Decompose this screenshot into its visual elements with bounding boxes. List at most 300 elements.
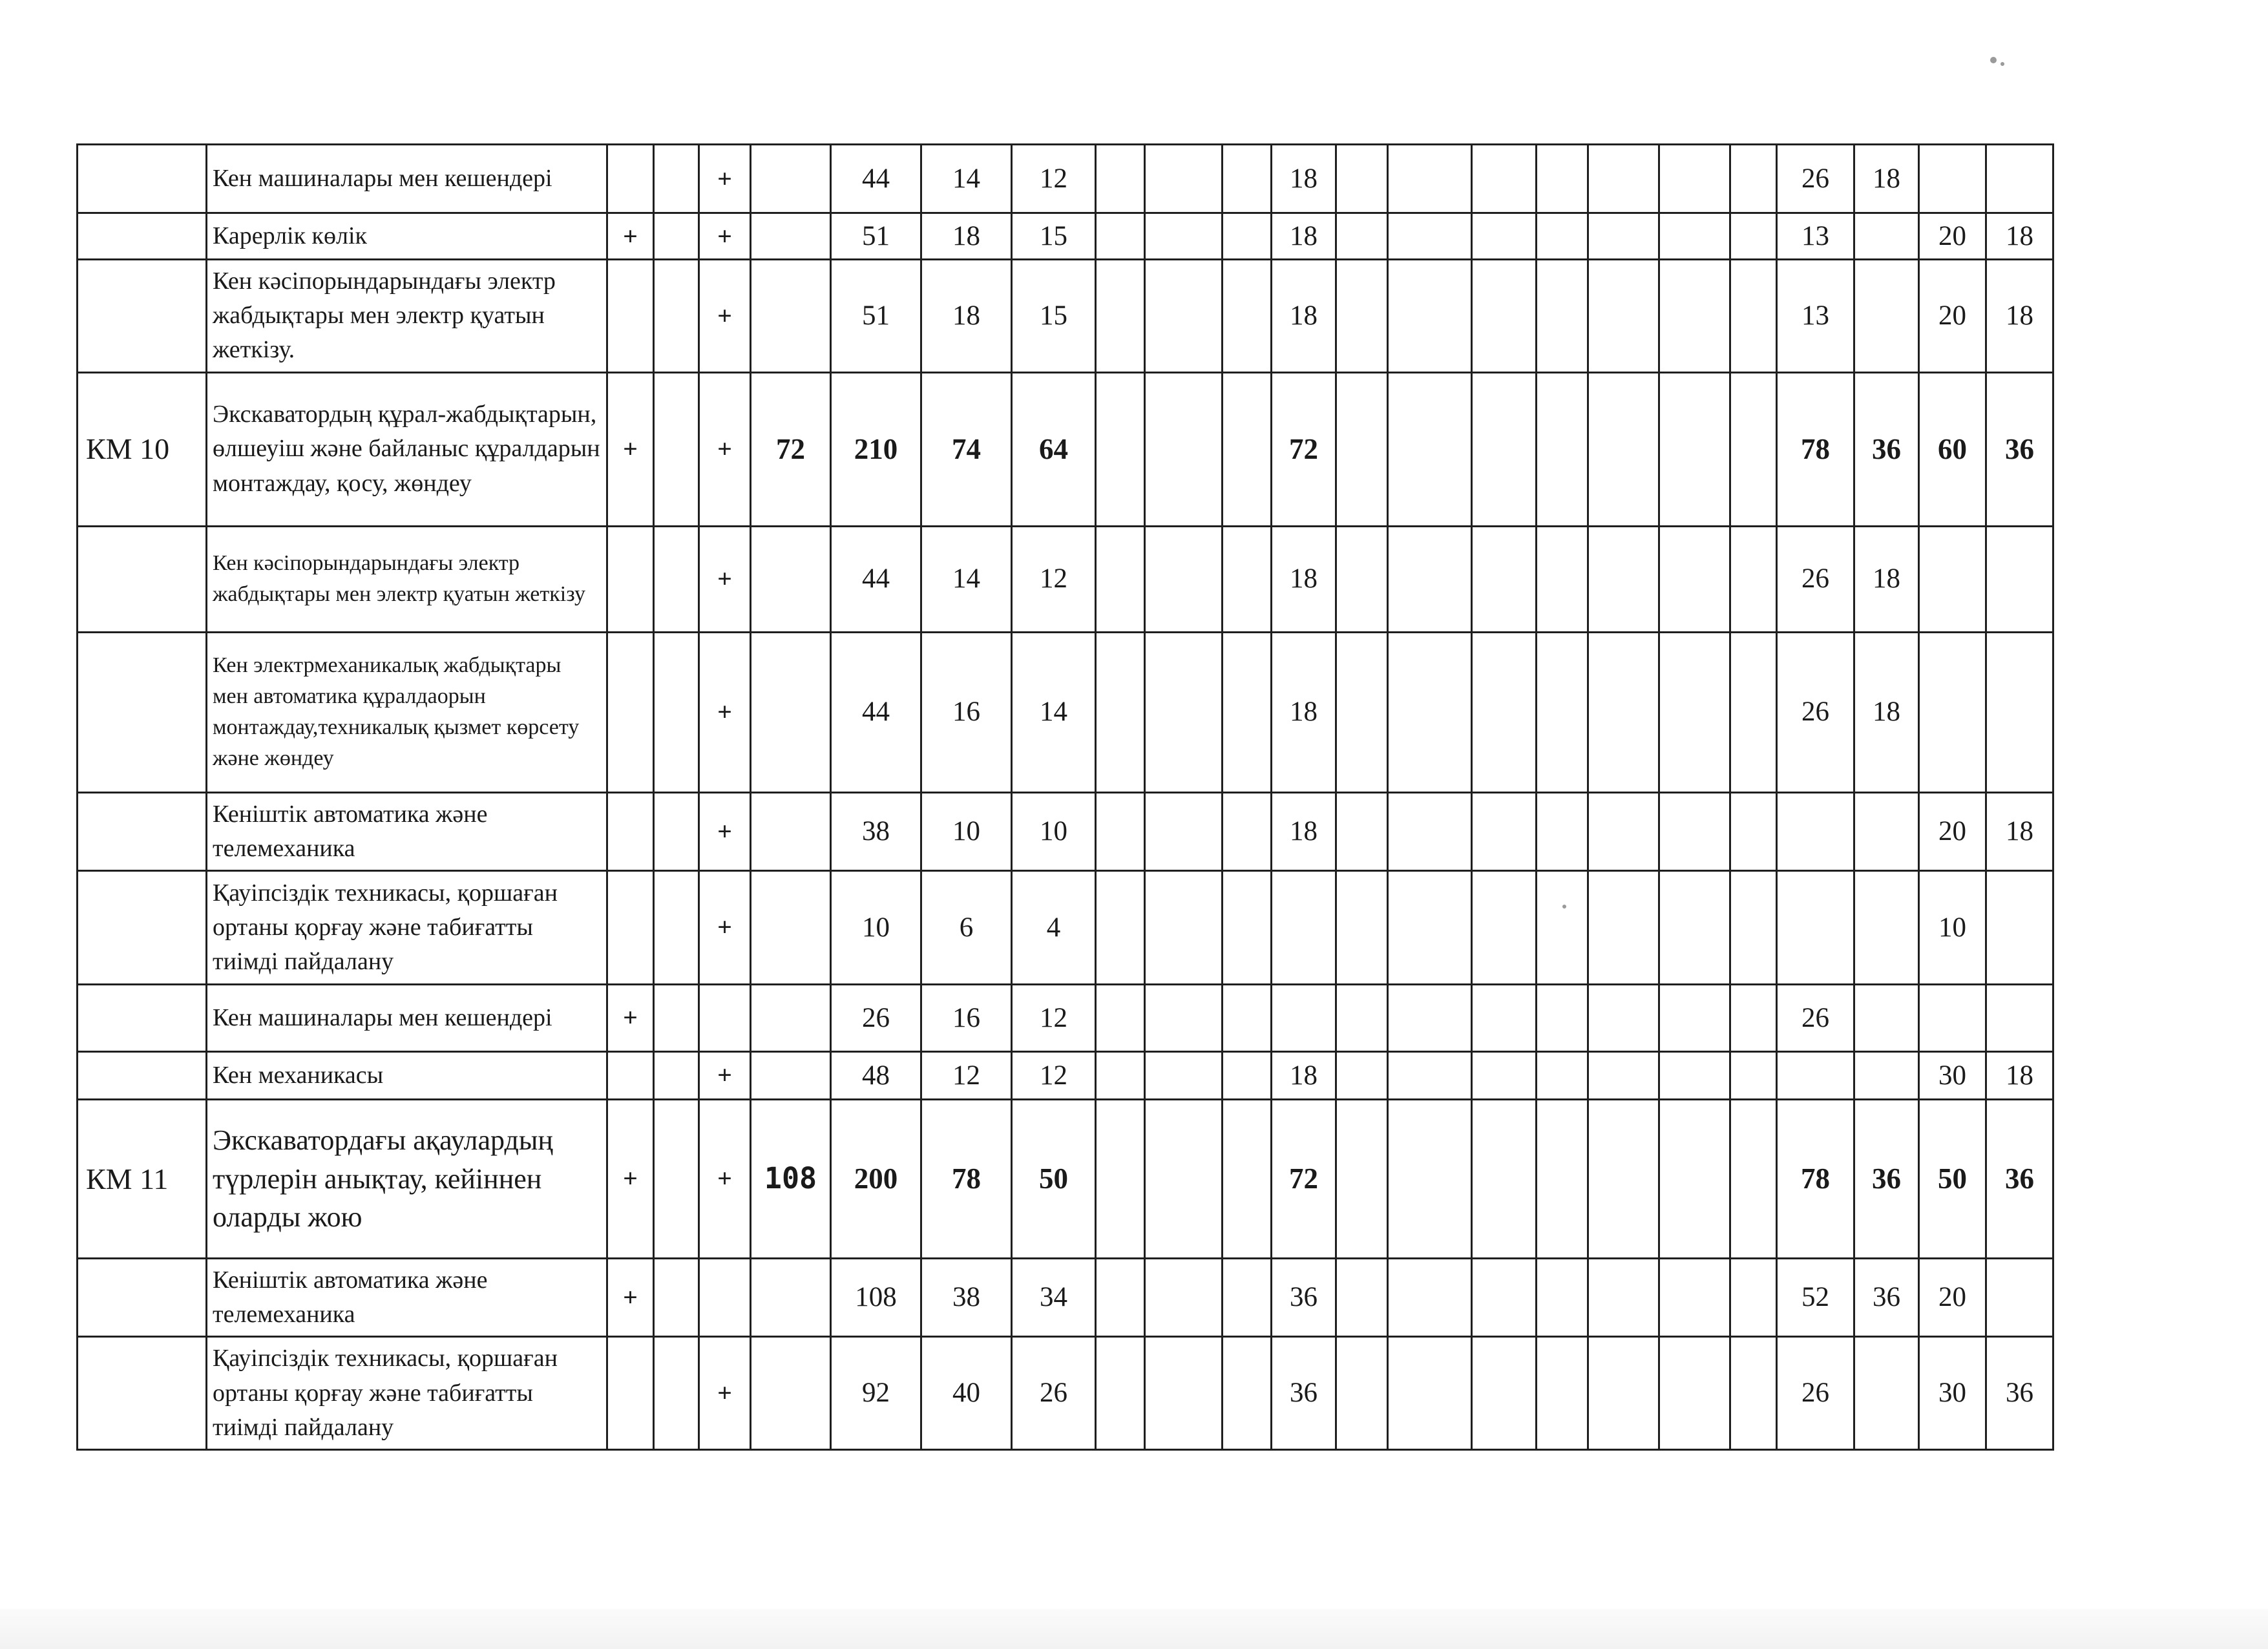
empty-cell — [1730, 260, 1777, 373]
semester-hours-cell: 36 — [1986, 372, 2053, 526]
empty-cell — [654, 1051, 699, 1099]
credit-mark-cell: + — [699, 260, 751, 373]
module-code-cell — [78, 213, 207, 260]
empty-cell — [1336, 1051, 1388, 1099]
module-code-cell — [78, 984, 207, 1051]
empty-cell — [1096, 145, 1145, 213]
semester-hours-cell: 78 — [1777, 372, 1854, 526]
empty-cell — [654, 632, 699, 792]
theory-hours-cell: 18 — [921, 260, 1012, 373]
semester-hours-cell: 50 — [1919, 1099, 1986, 1258]
empty-cell — [1588, 1258, 1659, 1336]
theory-hours-cell: 78 — [921, 1099, 1012, 1258]
total-hours-cell: 48 — [831, 1051, 921, 1099]
exam-mark-cell: + — [607, 1099, 654, 1258]
total-hours-cell: 44 — [831, 145, 921, 213]
practice-hours-cell: 18 — [1272, 792, 1336, 870]
lab-hours-cell: 12 — [1012, 984, 1096, 1051]
discipline-name-cell: Кен машиналары мен кешендері — [207, 984, 607, 1051]
credit-mark-cell: + — [699, 1337, 751, 1450]
empty-cell — [1145, 260, 1223, 373]
empty-cell — [654, 1099, 699, 1258]
theory-hours-cell: 12 — [921, 1051, 1012, 1099]
total-hours-cell: 51 — [831, 213, 921, 260]
empty-cell — [1336, 792, 1388, 870]
semester-hours-cell: 20 — [1919, 792, 1986, 870]
empty-cell — [1223, 372, 1272, 526]
semester-hours-cell: 20 — [1919, 1258, 1986, 1336]
credit-mark-cell: + — [699, 213, 751, 260]
empty-cell — [1145, 632, 1223, 792]
credit-mark-cell — [699, 984, 751, 1051]
empty-cell — [1588, 1337, 1659, 1450]
empty-cell — [1730, 145, 1777, 213]
empty-cell — [654, 792, 699, 870]
module-code-cell — [78, 792, 207, 870]
credit-mark-cell: + — [699, 145, 751, 213]
empty-cell — [1730, 1099, 1777, 1258]
empty-cell — [1659, 213, 1730, 260]
semester-hours-cell — [1919, 526, 1986, 632]
exam-mark-cell: + — [607, 213, 654, 260]
semester-hours-cell — [1777, 870, 1854, 984]
empty-cell — [1145, 984, 1223, 1051]
total-hours-cell: 108 — [831, 1258, 921, 1336]
module-code-cell — [78, 145, 207, 213]
semester-hours-cell — [1986, 870, 2053, 984]
module-code-cell — [78, 1258, 207, 1336]
empty-cell — [1537, 1051, 1588, 1099]
empty-cell — [1388, 526, 1472, 632]
lab-hours-cell: 50 — [1012, 1099, 1096, 1258]
empty-cell — [654, 526, 699, 632]
semester-hours-cell — [1919, 632, 1986, 792]
empty-cell — [1388, 260, 1472, 373]
module-hours-cell — [751, 632, 831, 792]
table-row — [78, 870, 2053, 984]
empty-cell — [1223, 213, 1272, 260]
total-hours-cell: 210 — [831, 372, 921, 526]
module-hours-cell — [751, 984, 831, 1051]
module-hours-cell: 72 — [751, 372, 831, 526]
empty-cell — [1730, 526, 1777, 632]
theory-hours-cell: 6 — [921, 870, 1012, 984]
table-row — [78, 1258, 2053, 1336]
exam-mark-cell — [607, 632, 654, 792]
practice-hours-cell: 36 — [1272, 1258, 1336, 1336]
semester-hours-cell — [1919, 984, 1986, 1051]
empty-cell — [1096, 213, 1145, 260]
table-row — [78, 1051, 2053, 1099]
theory-hours-cell: 74 — [921, 372, 1012, 526]
module-hours-cell — [751, 213, 831, 260]
lab-hours-cell: 12 — [1012, 1051, 1096, 1099]
theory-hours-cell: 10 — [921, 792, 1012, 870]
exam-mark-cell — [607, 792, 654, 870]
empty-cell — [1588, 372, 1659, 526]
table-row — [78, 984, 2053, 1051]
empty-cell — [1336, 213, 1388, 260]
theory-hours-cell: 18 — [921, 213, 1012, 260]
empty-cell — [1388, 632, 1472, 792]
semester-hours-cell — [1854, 260, 1919, 373]
lab-hours-cell: 14 — [1012, 632, 1096, 792]
practice-hours-cell: 36 — [1272, 1337, 1336, 1450]
discipline-name-cell: Кен кәсіпорындарындағы электр жабдықтары мен электр қуатын жеткізу. — [207, 260, 607, 373]
empty-cell — [1588, 260, 1659, 373]
empty-cell — [1388, 792, 1472, 870]
empty-cell — [1588, 792, 1659, 870]
credit-mark-cell: + — [699, 372, 751, 526]
empty-cell — [1659, 792, 1730, 870]
module-hours-cell — [751, 1258, 831, 1336]
total-hours-cell: 44 — [831, 632, 921, 792]
empty-cell — [1145, 1099, 1223, 1258]
semester-hours-cell — [1854, 984, 1919, 1051]
credit-mark-cell: + — [699, 526, 751, 632]
empty-cell — [1145, 1337, 1223, 1450]
semester-hours-cell: 18 — [1854, 526, 1919, 632]
credit-mark-cell: + — [699, 632, 751, 792]
empty-cell — [1730, 792, 1777, 870]
lab-hours-cell: 12 — [1012, 145, 1096, 213]
empty-cell — [1223, 792, 1272, 870]
semester-hours-cell: 13 — [1777, 260, 1854, 373]
empty-cell — [1537, 372, 1588, 526]
empty-cell — [1096, 1099, 1145, 1258]
empty-cell — [1388, 1337, 1472, 1450]
empty-cell — [1145, 145, 1223, 213]
empty-cell — [1472, 1099, 1537, 1258]
empty-cell — [1659, 526, 1730, 632]
semester-hours-cell: 13 — [1777, 213, 1854, 260]
empty-cell — [1588, 632, 1659, 792]
empty-cell — [1588, 984, 1659, 1051]
discipline-name-cell: Экскаватордағы ақаулардың түрлерін анықтау, кейіннен оларды жою — [207, 1099, 607, 1258]
empty-cell — [1096, 792, 1145, 870]
semester-hours-cell: 36 — [1986, 1099, 2053, 1258]
lab-hours-cell: 26 — [1012, 1337, 1096, 1450]
empty-cell — [654, 984, 699, 1051]
semester-hours-cell: 36 — [1986, 1337, 2053, 1450]
empty-cell — [1472, 260, 1537, 373]
discipline-name-cell: Қауіпсіздік техникасы, қоршаған ортаны қорғау және табиғатты тиімді пайдалану — [207, 870, 607, 984]
module-code-cell — [78, 1051, 207, 1099]
total-hours-cell: 44 — [831, 526, 921, 632]
exam-mark-cell — [607, 145, 654, 213]
credit-mark-cell: + — [699, 870, 751, 984]
empty-cell — [1537, 145, 1588, 213]
total-hours-cell: 26 — [831, 984, 921, 1051]
empty-cell — [1096, 260, 1145, 373]
table-row — [78, 1099, 2053, 1258]
credit-mark-cell: + — [699, 1099, 751, 1258]
empty-cell — [1730, 984, 1777, 1051]
empty-cell — [1223, 260, 1272, 373]
empty-cell — [1537, 792, 1588, 870]
lab-hours-cell: 12 — [1012, 526, 1096, 632]
empty-cell — [1145, 1051, 1223, 1099]
theory-hours-cell: 16 — [921, 984, 1012, 1051]
discipline-name-cell: Кен механикасы — [207, 1051, 607, 1099]
discipline-name-cell: Кен электрмеханикалық жабдықтары мен автоматика құралдаорын монтаждау,техникалық қызмет көрсету және жөндеу — [207, 632, 607, 792]
empty-cell — [1730, 1337, 1777, 1450]
empty-cell — [1472, 372, 1537, 526]
empty-cell — [654, 213, 699, 260]
practice-hours-cell: 72 — [1272, 1099, 1336, 1258]
discipline-name-cell: Кеніштік автоматика және телемеханика — [207, 792, 607, 870]
module-hours-cell — [751, 1051, 831, 1099]
semester-hours-cell — [1854, 213, 1919, 260]
semester-hours-cell: 26 — [1777, 984, 1854, 1051]
empty-cell — [1145, 870, 1223, 984]
empty-cell — [1588, 213, 1659, 260]
semester-hours-cell: 10 — [1919, 870, 1986, 984]
table-row — [78, 632, 2053, 792]
module-code-cell — [78, 632, 207, 792]
empty-cell — [1537, 984, 1588, 1051]
empty-cell — [654, 372, 699, 526]
total-hours-cell: 38 — [831, 792, 921, 870]
discipline-name-cell: Экскаватордың құрал-жабдықтарын, өлшеуіш және байланыс құралдарын монтаждау, қосу, жөндеу — [207, 372, 607, 526]
empty-cell — [1588, 526, 1659, 632]
table-row — [78, 792, 2053, 870]
semester-hours-cell: 26 — [1777, 526, 1854, 632]
module-hours-cell — [751, 870, 831, 984]
credit-mark-cell — [699, 1258, 751, 1336]
discipline-name-cell: Карерлік көлік — [207, 213, 607, 260]
empty-cell — [1388, 984, 1472, 1051]
practice-hours-cell: 18 — [1272, 632, 1336, 792]
discipline-name-cell: Кен кәсіпорындарындағы электр жабдықтары мен электр қуатын жеткізу — [207, 526, 607, 632]
empty-cell — [1537, 870, 1588, 984]
module-code-cell: КМ 11 — [78, 1099, 207, 1258]
empty-cell — [1588, 145, 1659, 213]
empty-cell — [1336, 984, 1388, 1051]
semester-hours-cell: 18 — [1854, 632, 1919, 792]
empty-cell — [1730, 1258, 1777, 1336]
empty-cell — [1336, 870, 1388, 984]
semester-hours-cell — [1986, 632, 2053, 792]
practice-hours-cell: 72 — [1272, 372, 1336, 526]
empty-cell — [1537, 213, 1588, 260]
empty-cell — [1472, 526, 1537, 632]
semester-hours-cell — [1777, 1051, 1854, 1099]
empty-cell — [1096, 1258, 1145, 1336]
empty-cell — [1388, 1051, 1472, 1099]
empty-cell — [1336, 1099, 1388, 1258]
empty-cell — [1223, 526, 1272, 632]
semester-hours-cell: 30 — [1919, 1337, 1986, 1450]
empty-cell — [1659, 984, 1730, 1051]
empty-cell — [1472, 792, 1537, 870]
module-hours-cell — [751, 526, 831, 632]
semester-hours-cell: 36 — [1854, 372, 1919, 526]
empty-cell — [654, 1258, 699, 1336]
total-hours-cell: 92 — [831, 1337, 921, 1450]
empty-cell — [1588, 1051, 1659, 1099]
empty-cell — [1659, 1051, 1730, 1099]
empty-cell — [1388, 1258, 1472, 1336]
empty-cell — [1537, 1337, 1588, 1450]
theory-hours-cell: 14 — [921, 145, 1012, 213]
empty-cell — [1388, 145, 1472, 213]
lab-hours-cell: 34 — [1012, 1258, 1096, 1336]
table-row — [78, 372, 2053, 526]
empty-cell — [1388, 213, 1472, 260]
empty-cell — [1223, 632, 1272, 792]
lab-hours-cell: 10 — [1012, 792, 1096, 870]
empty-cell — [1537, 260, 1588, 373]
semester-hours-cell: 18 — [1854, 145, 1919, 213]
discipline-name-cell: Кен машиналары мен кешендері — [207, 145, 607, 213]
empty-cell — [1336, 526, 1388, 632]
empty-cell — [1223, 145, 1272, 213]
empty-cell — [1336, 632, 1388, 792]
empty-cell — [1537, 1258, 1588, 1336]
discipline-name-cell: Қауіпсіздік техникасы, қоршаған ортаны қорғау және табиғатты тиімді пайдалану — [207, 1337, 607, 1450]
empty-cell — [1588, 1099, 1659, 1258]
empty-cell — [1659, 145, 1730, 213]
module-hours-cell — [751, 260, 831, 373]
semester-hours-cell: 78 — [1777, 1099, 1854, 1258]
semester-hours-cell — [1986, 984, 2053, 1051]
empty-cell — [1096, 1337, 1145, 1450]
empty-cell — [1730, 372, 1777, 526]
semester-hours-cell: 52 — [1777, 1258, 1854, 1336]
practice-hours-cell: 18 — [1272, 526, 1336, 632]
semester-hours-cell — [1986, 145, 2053, 213]
total-hours-cell: 200 — [831, 1099, 921, 1258]
theory-hours-cell: 16 — [921, 632, 1012, 792]
scan-shadow — [0, 1609, 2268, 1649]
empty-cell — [1096, 984, 1145, 1051]
lab-hours-cell: 64 — [1012, 372, 1096, 526]
empty-cell — [654, 260, 699, 373]
lab-hours-cell: 4 — [1012, 870, 1096, 984]
semester-hours-cell — [1854, 792, 1919, 870]
module-code-cell — [78, 1337, 207, 1450]
exam-mark-cell — [607, 526, 654, 632]
semester-hours-cell — [1986, 1258, 2053, 1336]
semester-hours-cell: 20 — [1919, 260, 1986, 373]
exam-mark-cell — [607, 260, 654, 373]
empty-cell — [1537, 1099, 1588, 1258]
semester-hours-cell — [1854, 1051, 1919, 1099]
empty-cell — [1336, 372, 1388, 526]
empty-cell — [1659, 632, 1730, 792]
scan-speck — [2000, 62, 2004, 66]
empty-cell — [1223, 984, 1272, 1051]
semester-hours-cell — [1986, 526, 2053, 632]
empty-cell — [1659, 1099, 1730, 1258]
practice-hours-cell — [1272, 870, 1336, 984]
credit-mark-cell: + — [699, 1051, 751, 1099]
empty-cell — [1659, 1258, 1730, 1336]
empty-cell — [1145, 526, 1223, 632]
empty-cell — [1730, 1051, 1777, 1099]
empty-cell — [1223, 1337, 1272, 1450]
table-row — [78, 260, 2053, 373]
semester-hours-cell: 36 — [1854, 1258, 1919, 1336]
module-hours-cell: 108 — [751, 1099, 831, 1258]
semester-hours-cell: 18 — [1986, 260, 2053, 373]
exam-mark-cell — [607, 1337, 654, 1450]
exam-mark-cell — [607, 1051, 654, 1099]
practice-hours-cell: 18 — [1272, 260, 1336, 373]
lab-hours-cell: 15 — [1012, 213, 1096, 260]
empty-cell — [654, 145, 699, 213]
credit-mark-cell: + — [699, 792, 751, 870]
empty-cell — [1537, 632, 1588, 792]
empty-cell — [1096, 1051, 1145, 1099]
curriculum-table — [76, 143, 2054, 1451]
practice-hours-cell: 18 — [1272, 145, 1336, 213]
empty-cell — [1472, 984, 1537, 1051]
module-hours-cell — [751, 145, 831, 213]
empty-cell — [1096, 870, 1145, 984]
semester-hours-cell — [1854, 1337, 1919, 1450]
theory-hours-cell: 40 — [921, 1337, 1012, 1450]
practice-hours-cell — [1272, 984, 1336, 1051]
empty-cell — [654, 1337, 699, 1450]
module-code-cell: КМ 10 — [78, 372, 207, 526]
empty-cell — [1472, 870, 1537, 984]
empty-cell — [1388, 870, 1472, 984]
empty-cell — [1145, 213, 1223, 260]
empty-cell — [1388, 372, 1472, 526]
empty-cell — [1223, 1051, 1272, 1099]
module-hours-cell — [751, 1337, 831, 1450]
table-row — [78, 526, 2053, 632]
module-hours-cell — [751, 792, 831, 870]
exam-mark-cell: + — [607, 372, 654, 526]
exam-mark-cell: + — [607, 984, 654, 1051]
table-row — [78, 145, 2053, 213]
practice-hours-cell: 18 — [1272, 1051, 1336, 1099]
module-code-cell — [78, 870, 207, 984]
empty-cell — [1730, 870, 1777, 984]
empty-cell — [1659, 372, 1730, 526]
empty-cell — [1096, 632, 1145, 792]
semester-hours-cell: 60 — [1919, 372, 1986, 526]
empty-cell — [1145, 792, 1223, 870]
semester-hours-cell: 30 — [1919, 1051, 1986, 1099]
empty-cell — [1472, 145, 1537, 213]
empty-cell — [1730, 213, 1777, 260]
empty-cell — [1730, 632, 1777, 792]
total-hours-cell: 10 — [831, 870, 921, 984]
empty-cell — [1145, 1258, 1223, 1336]
table-row — [78, 213, 2053, 260]
empty-cell — [1472, 632, 1537, 792]
empty-cell — [1336, 1337, 1388, 1450]
empty-cell — [1472, 1337, 1537, 1450]
module-code-cell — [78, 526, 207, 632]
empty-cell — [1336, 145, 1388, 213]
empty-cell — [1472, 1258, 1537, 1336]
discipline-name-cell: Кеніштік автоматика және телемеханика — [207, 1258, 607, 1336]
semester-hours-cell — [1854, 870, 1919, 984]
empty-cell — [1659, 1337, 1730, 1450]
theory-hours-cell: 38 — [921, 1258, 1012, 1336]
semester-hours-cell: 20 — [1919, 213, 1986, 260]
exam-mark-cell: + — [607, 1258, 654, 1336]
theory-hours-cell: 14 — [921, 526, 1012, 632]
semester-hours-cell: 36 — [1854, 1099, 1919, 1258]
semester-hours-cell: 18 — [1986, 1051, 2053, 1099]
table-body — [78, 145, 2053, 1450]
